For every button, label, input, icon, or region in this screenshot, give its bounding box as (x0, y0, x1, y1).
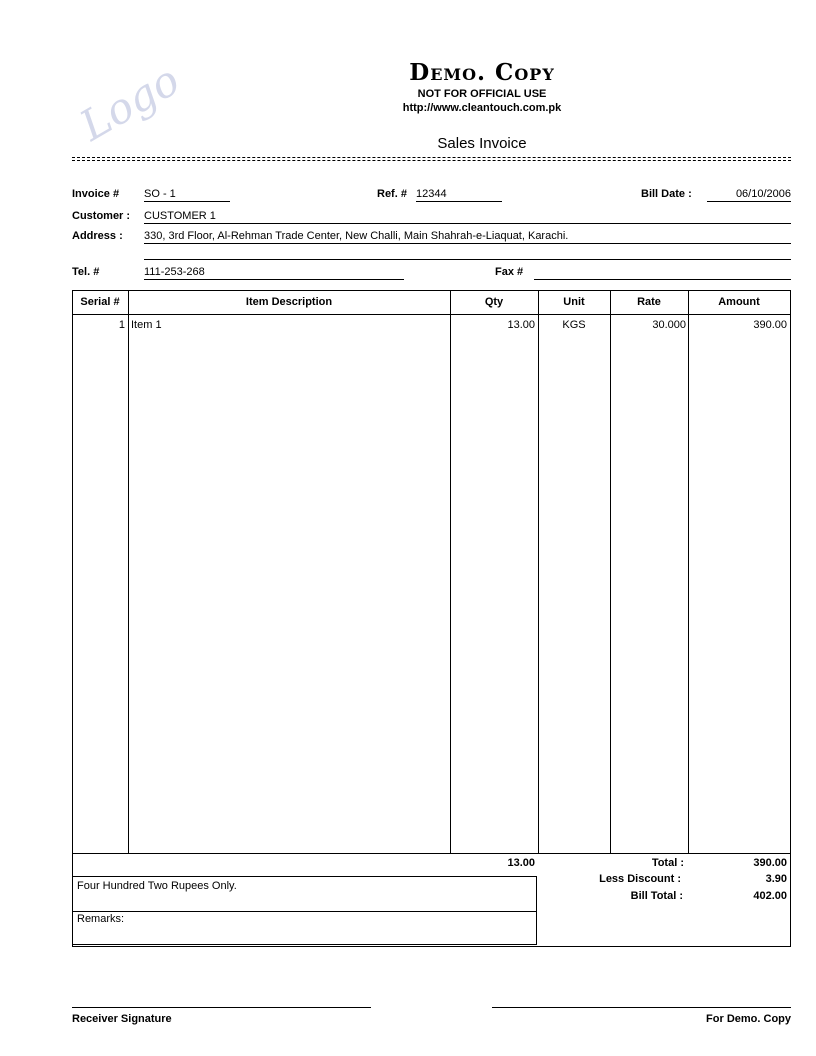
header-divider (72, 160, 791, 161)
row-description: Item 1 (131, 319, 162, 331)
column-header-unit: Unit (563, 296, 585, 308)
bill-total-value: 402.00 (753, 890, 787, 902)
row-amount: 390.00 (753, 319, 787, 331)
bill-date-field[interactable]: 06/10/2006 (707, 187, 791, 202)
column-divider (538, 290, 539, 853)
column-header-description: Item Description (245, 296, 333, 308)
ref-number-label: Ref. # (377, 188, 407, 200)
amount-in-words-box (72, 876, 537, 912)
discount-value: 3.90 (765, 873, 787, 885)
logo-text: Logo (71, 55, 188, 151)
bill-total-label: Bill Total : (630, 890, 683, 902)
column-divider (450, 290, 451, 853)
column-header-qty: Qty (484, 296, 504, 308)
items-table (72, 290, 791, 854)
demo-notice: NOT FOR OFFICIAL USE (417, 88, 547, 100)
company-name: Demo. Copy (409, 59, 555, 86)
tel-field[interactable]: 111-253-268 (144, 265, 404, 280)
column-divider (610, 290, 611, 853)
row-qty: 13.00 (507, 319, 535, 331)
company-signature-line (492, 1007, 791, 1008)
remarks-label: Remarks: (77, 913, 125, 925)
amount-in-words: Four Hundred Two Rupees Only. (77, 880, 237, 892)
discount-label: Less Discount : (599, 873, 681, 885)
document-title: Sales Invoice (437, 135, 527, 152)
column-divider (128, 290, 129, 853)
bill-date-label: Bill Date : (641, 188, 692, 200)
header-divider (72, 157, 791, 158)
address-field-line-2[interactable] (144, 245, 791, 260)
customer-label: Customer : (72, 210, 131, 222)
total-value: 390.00 (753, 857, 787, 869)
ref-number-field[interactable]: 12344 (416, 187, 502, 202)
column-header-amount: Amount (718, 296, 760, 308)
customer-field[interactable]: CUSTOMER 1 (144, 209, 791, 224)
company-signature-label: For Demo. Copy (706, 1013, 791, 1025)
fax-label: Fax # (495, 266, 524, 278)
website-url: http://www.cleantouch.com.pk (402, 102, 562, 114)
address-label: Address : (72, 230, 123, 242)
column-header-rate: Rate (637, 296, 661, 308)
column-header-serial: Serial # (80, 296, 120, 308)
row-rate: 30.000 (652, 319, 686, 331)
company-logo (70, 55, 188, 151)
total-label: Total : (651, 857, 684, 869)
row-unit: KGS (562, 319, 586, 331)
address-field[interactable]: 330, 3rd Floor, Al-Rehman Trade Center, New Challi, Main Shahrah-e-Liaquat, Karachi. (144, 229, 791, 244)
fax-field[interactable] (534, 265, 791, 280)
qty-total: 13.00 (507, 857, 535, 869)
row-serial: 1 (118, 319, 125, 331)
receiver-signature-line (72, 1007, 371, 1008)
remarks-box[interactable] (72, 910, 537, 945)
receiver-signature-label: Receiver Signature (72, 1013, 172, 1025)
table-header-divider (72, 314, 791, 315)
column-divider (688, 290, 689, 853)
invoice-number-label: Invoice # (72, 188, 120, 200)
tel-label: Tel. # (72, 266, 100, 278)
invoice-number-field[interactable]: SO - 1 (144, 187, 230, 202)
